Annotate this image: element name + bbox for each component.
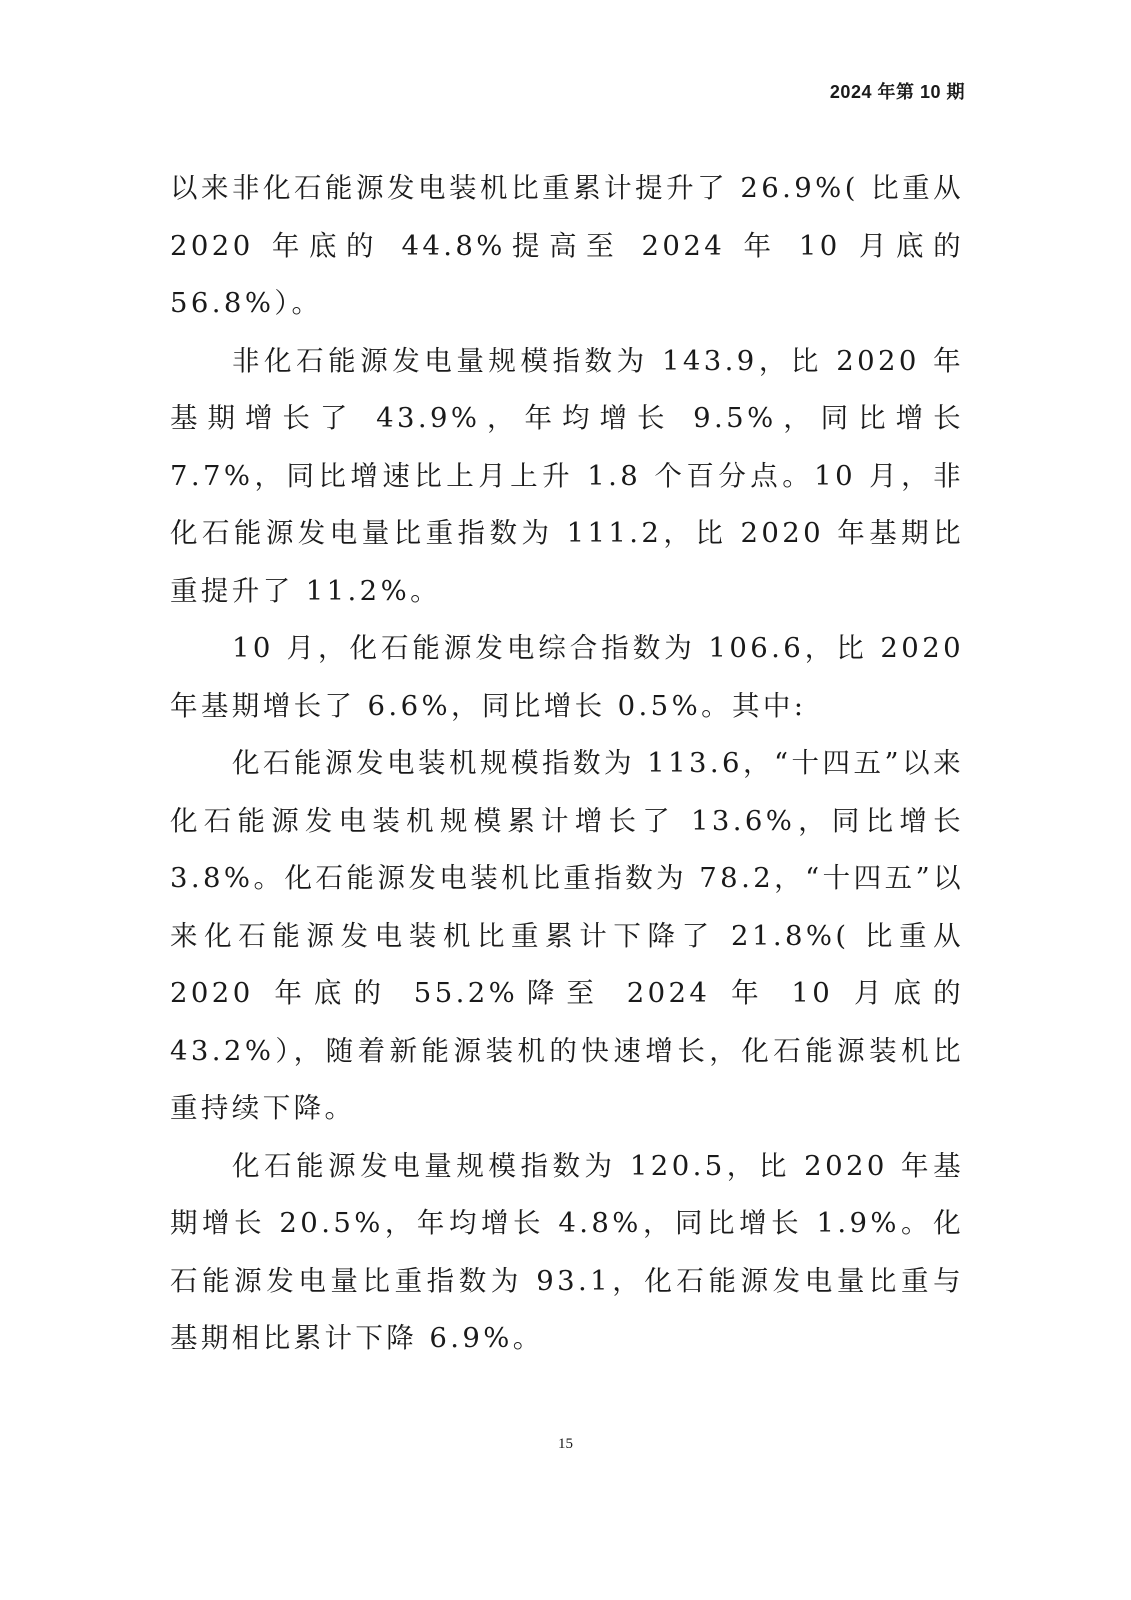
paragraph-fossil-generation: 化石能源发电量规模指数为 120.5，比 2020 年基期增长 20.5%，年均增长 4.8%，同比增长 1.9%。化石能源发电量比重指数为 93.1，化石能源发电量比重与基期相比累计下降 6.9%。 — [170, 1149, 964, 1354]
paragraph-fossil-capacity: 化石能源发电装机规模指数为 113.6，“十四五”以来化石能源发电装机规模累计增长了 13.6%，同比增长 3.8%。化石能源发电装机比重指数为 78.2，“十四五”以来化石能源发电装机比重累计下降了 21.8%( 比重从 2020 年底的 55.2%降至 2024 年 10 月底的 43.2%），随着新能源装机的快速增长，化石能源装机比重持续下降。 — [170, 747, 964, 1124]
paragraph-continuation: 以来非化石能源发电装机比重累计提升了 26.9%( 比重从 2020 年底的 44.8%提高至 2024 年 10 月底的 56.8%）。 — [170, 172, 964, 319]
page-number: 15 — [558, 1436, 573, 1452]
paragraph-fossil-composite-index: 10 月，化石能源发电综合指数为 106.6，比 2020 年基期增长了 6.6%，同比增长 0.5%。其中: — [170, 632, 964, 722]
body-text — [170, 160, 964, 1368]
issue-label: 2024 年第 10 期 — [829, 82, 965, 102]
paragraph-nonfossil-generation: 非化石能源发电量规模指数为 143.9，比 2020 年基期增长了 43.9%，年均增长 9.5%，同比增长 7.7%，同比增速比上月上升 1.8 个百分点。10 月，非化石能源发电量比重指数为 111.2，比 2020 年基期比重提升了 11.2%。 — [170, 344, 964, 607]
